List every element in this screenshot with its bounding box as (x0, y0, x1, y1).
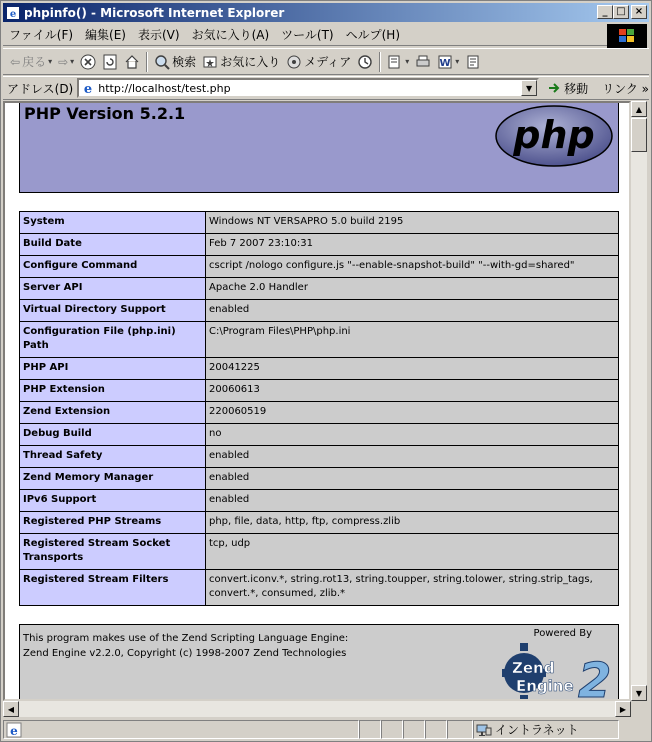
intranet-zone-icon (476, 723, 492, 737)
table-row (20, 570, 619, 606)
scroll-left-button[interactable] (3, 701, 19, 717)
stop-icon (80, 54, 96, 70)
chevron-left-icon: ◀ (7, 704, 15, 714)
zend-logo-text-2: Engine (516, 677, 574, 695)
php-logo-text: php (513, 113, 595, 157)
row-value: php, file, data, http, ftp, compress.zlib (206, 512, 619, 534)
status-text-cell (3, 720, 359, 739)
menu-favorites[interactable]: お気に入り(A) (191, 27, 270, 42)
table-row (20, 380, 619, 402)
svg-text:e: e (9, 8, 17, 20)
links-button[interactable]: リンク » (602, 81, 649, 96)
row-value: enabled (206, 490, 619, 512)
chevron-right-icon: ▶ (619, 704, 627, 714)
window-title: phpinfo() - Microsoft Internet Explorer (24, 5, 285, 20)
svg-text:W: W (439, 57, 451, 69)
media-button[interactable] (283, 51, 354, 73)
svg-text:e: e (84, 82, 93, 96)
favorites-label: お気に入り (220, 55, 281, 69)
row-key: Registered Stream Socket Transports (20, 534, 206, 570)
table-row (20, 534, 619, 570)
media-icon (286, 54, 302, 70)
menu-file[interactable]: ファイル(F) (9, 27, 74, 42)
menu-tools[interactable]: ツール(T) (281, 27, 334, 42)
zend-box (19, 624, 619, 701)
print-icon (415, 54, 431, 70)
row-value: no (206, 424, 619, 446)
powered-by-label: Powered By (533, 628, 592, 639)
favorites-button[interactable] (199, 51, 283, 73)
row-value: 20041225 (206, 358, 619, 380)
chevron-down-icon: ▼ (525, 83, 533, 93)
media-label: メディア (304, 55, 352, 69)
zend-logo-number: 2 (578, 653, 612, 701)
scrollbar-corner (631, 701, 647, 717)
home-button[interactable] (121, 51, 143, 73)
row-value: tcp, udp (206, 534, 619, 570)
address-label: アドレス(D) (7, 81, 74, 96)
php-version-title: PHP Version 5.2.1 (24, 104, 186, 123)
row-key: Virtual Directory Support (20, 300, 206, 322)
row-key: Configure Command (20, 256, 206, 278)
chevron-down-icon: ▼ (635, 688, 643, 698)
zend-copyright: Zend Engine v2.2.0, Copyright (c) 1998-2007 Zend Technologies (23, 648, 347, 659)
table-row (20, 234, 619, 256)
windows-logo-icon (607, 24, 647, 48)
refresh-icon (102, 54, 118, 70)
scroll-thumb[interactable] (631, 118, 647, 152)
table-row (20, 490, 619, 512)
svg-text:e: e (10, 723, 18, 738)
row-key: PHP Extension (20, 380, 206, 402)
page-status-icon (6, 722, 22, 738)
row-key: Thread Safety (20, 446, 206, 468)
status-cell (359, 720, 381, 739)
vertical-scrollbar[interactable] (631, 101, 647, 701)
zend-notice-line: This program makes use of the Zend Scripting Language Engine: (23, 633, 349, 644)
chevron-down-icon: ▾ (70, 57, 75, 66)
zend-engine-logo[interactable] (502, 641, 614, 701)
table-row (20, 278, 619, 300)
word-icon (437, 54, 453, 70)
ie-page-icon (5, 5, 21, 21)
home-icon (124, 54, 140, 70)
row-value: C:\Program Files\PHP\php.ini (206, 322, 619, 358)
close-button[interactable] (631, 5, 647, 19)
row-value: 20060613 (206, 380, 619, 402)
row-value: Apache 2.0 Handler (206, 278, 619, 300)
status-cell (425, 720, 447, 739)
history-icon (357, 54, 373, 70)
menu-help[interactable]: ヘルプ(H) (345, 27, 400, 42)
table-row (20, 212, 619, 234)
close-icon: × (634, 6, 644, 17)
row-value: cscript /nologo configure.js "--enable-snapshot-build" "--with-gd=shared" (206, 256, 619, 278)
table-row (20, 512, 619, 534)
scroll-down-button[interactable] (631, 685, 647, 701)
security-zone[interactable] (473, 720, 619, 739)
row-key: Server API (20, 278, 206, 300)
search-label: 検索 (172, 55, 197, 69)
forward-arrow-icon: ⇨ (58, 54, 69, 69)
php-info-table (19, 211, 619, 606)
go-button[interactable] (547, 80, 588, 97)
go-arrow-icon (547, 81, 561, 95)
address-bar (3, 76, 649, 100)
scroll-right-button[interactable] (615, 701, 631, 717)
chevron-down-icon: ▾ (48, 57, 53, 66)
row-key: Configuration File (php.ini) Path (20, 322, 206, 358)
back-button[interactable] (7, 51, 55, 73)
chevron-down-icon: ▾ (455, 57, 460, 66)
table-row (20, 402, 619, 424)
menu-edit[interactable]: 編集(E) (85, 27, 126, 42)
search-button[interactable] (151, 51, 199, 73)
search-icon (154, 54, 170, 70)
page-icon (80, 80, 96, 96)
standard-toolbar (3, 48, 649, 75)
edit-button[interactable] (434, 51, 462, 73)
back-label: 戻る (22, 55, 47, 69)
row-key: Debug Build (20, 424, 206, 446)
php-header (19, 101, 619, 193)
row-key: Registered Stream Filters (20, 570, 206, 606)
table-row (20, 424, 619, 446)
minimize-button[interactable] (597, 5, 613, 19)
table-row (20, 358, 619, 380)
row-key: Zend Memory Manager (20, 468, 206, 490)
row-key: IPv6 Support (20, 490, 206, 512)
minimize-icon: _ (602, 6, 608, 17)
mail-icon (387, 54, 403, 70)
favorites-icon (202, 54, 218, 70)
phpinfo-page (19, 101, 619, 701)
row-key: PHP API (20, 358, 206, 380)
address-input[interactable] (77, 78, 539, 98)
status-cell (447, 720, 473, 739)
table-row (20, 256, 619, 278)
discuss-button[interactable] (462, 51, 484, 73)
print-button[interactable] (412, 51, 434, 73)
mail-button[interactable] (384, 51, 412, 73)
row-value: convert.iconv.*, string.rot13, string.toupper, string.tolower, string.strip_tags, convert.*, consumed, zlib.* (206, 570, 619, 606)
table-row (20, 322, 619, 358)
row-value: Windows NT VERSAPRO 5.0 build 2195 (206, 212, 619, 234)
row-key: Zend Extension (20, 402, 206, 424)
toolbar-separator (146, 52, 148, 72)
forward-button[interactable] (55, 51, 77, 73)
menu-view[interactable]: 表示(V) (137, 27, 180, 42)
refresh-button[interactable] (99, 51, 121, 73)
go-label: 移動 (564, 81, 589, 96)
notes-icon (465, 54, 481, 70)
status-cell (403, 720, 425, 739)
stop-button[interactable] (77, 51, 99, 73)
address-dropdown-button[interactable] (521, 80, 537, 96)
address-url: http://localhost/test.php (98, 81, 231, 95)
row-value: 220060519 (206, 402, 619, 424)
status-cell (381, 720, 403, 739)
page-viewport[interactable] (3, 101, 631, 701)
zend-logo-text-1: Zend (512, 659, 555, 677)
row-key: Registered PHP Streams (20, 512, 206, 534)
chevron-down-icon: ▾ (405, 57, 410, 66)
toolbar-separator (379, 52, 381, 72)
chevron-up-icon: ▲ (635, 104, 643, 114)
table-row (20, 300, 619, 322)
zend-notice (23, 631, 348, 661)
row-value: enabled (206, 300, 619, 322)
php-logo[interactable] (494, 104, 614, 171)
table-row (20, 468, 619, 490)
maximize-icon: □ (616, 6, 626, 17)
zone-label: イントラネット (495, 723, 579, 737)
row-value: enabled (206, 446, 619, 468)
menu-bar (3, 23, 607, 46)
row-value: enabled (206, 468, 619, 490)
title-bar[interactable] (3, 3, 649, 22)
maximize-button[interactable] (613, 5, 629, 19)
table-row (20, 446, 619, 468)
history-button[interactable] (354, 51, 376, 73)
horizontal-scrollbar[interactable] (3, 701, 631, 717)
status-bar (3, 719, 649, 740)
scroll-up-button[interactable] (631, 101, 647, 117)
back-arrow-icon: ⇦ (10, 54, 21, 69)
row-value: Feb 7 2007 23:10:31 (206, 234, 619, 256)
row-key: Build Date (20, 234, 206, 256)
row-key: System (20, 212, 206, 234)
